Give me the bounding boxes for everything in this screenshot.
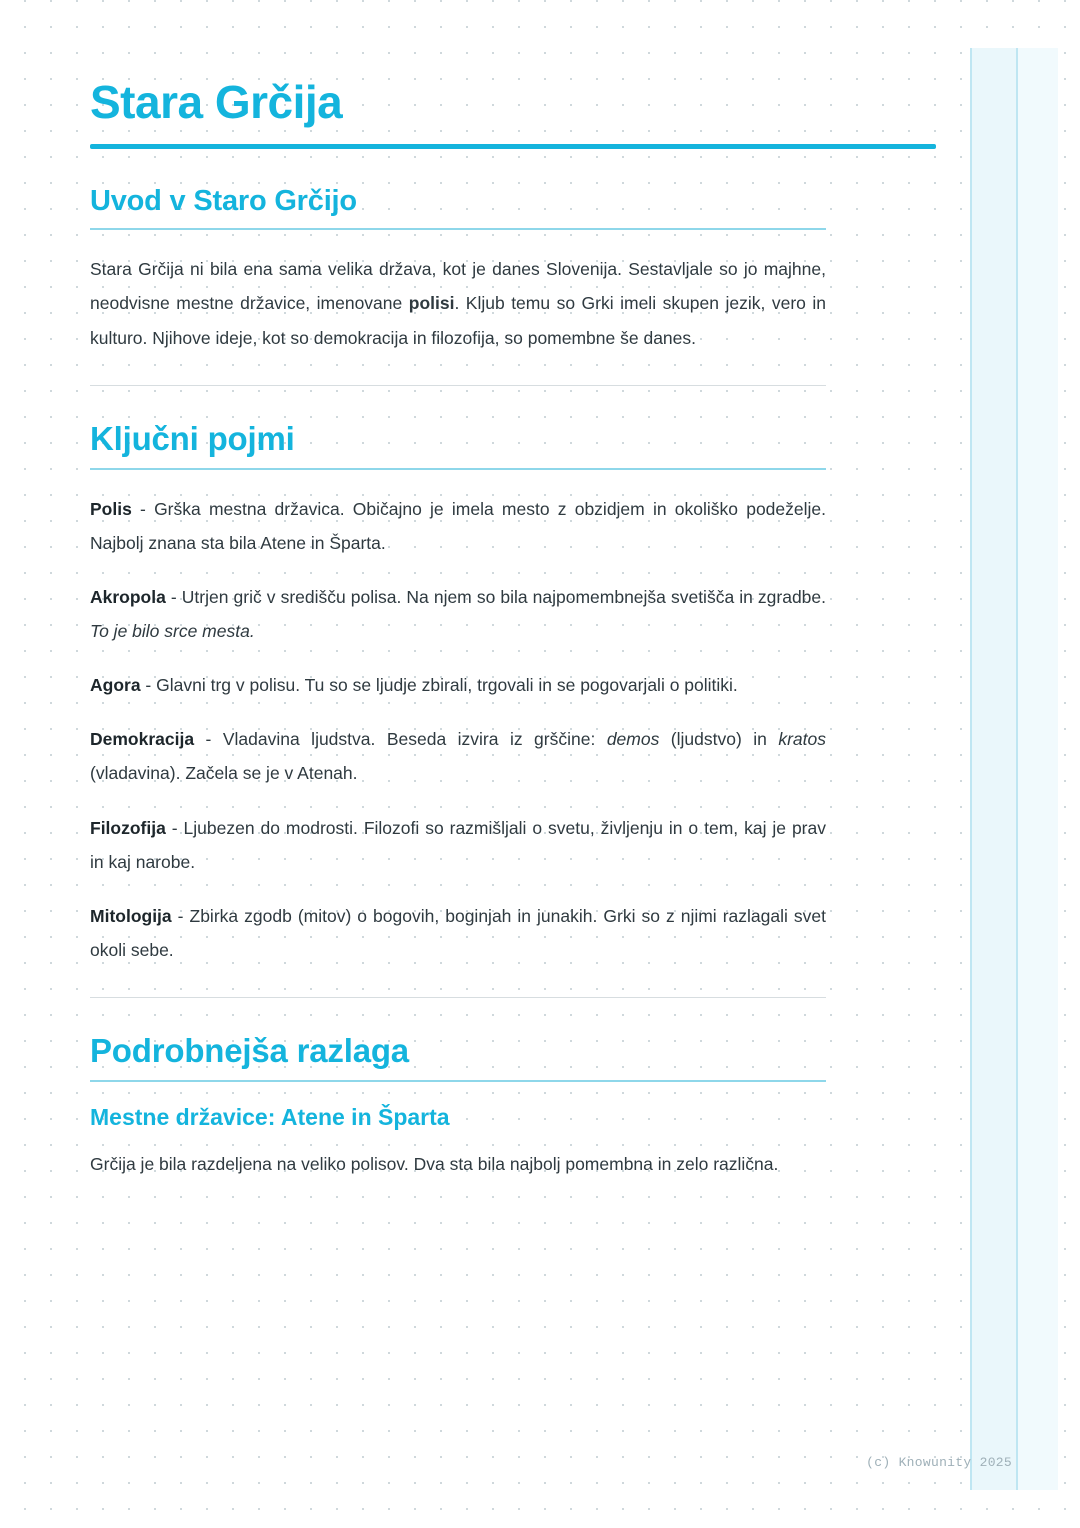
term-definition-italic-kratos: kratos (778, 729, 827, 750)
term-label: Filozofija (90, 817, 166, 838)
term-definition-italic-demos: demos (606, 729, 660, 750)
term-label: Demokracija (90, 729, 195, 750)
section-detailed (90, 1032, 838, 1181)
term-label: Agora (90, 675, 141, 696)
term-definition-tail: (vladavina). Začela se je v Atenah. (90, 763, 358, 784)
detailed-paragraph: Grčija je bila razdeljena na veliko polisov. Dva sta bila najbolj pomembna in zelo različna. (90, 1154, 779, 1175)
term-label: Mitologija (90, 905, 172, 926)
footer-credit: (c) Knowunity 2025 (866, 1455, 1012, 1470)
term-definition-mid: (ljudstvo) in (659, 729, 779, 750)
term-entry (90, 722, 826, 790)
term-definition: - Utrjen grič v središču polisa. Na njem so bila najpomembnejša svetišča in zgradbe. (165, 586, 826, 607)
intro-paragraph (90, 252, 826, 354)
section-intro (90, 185, 838, 354)
intro-text-part-1: Stara Grčija ni bila ena sama velika država, kot je danes Slovenija. Sestavljale so jo majhne, neodvisne mestne državice, imenovane (90, 259, 826, 314)
subsection-heading-city-states: Mestne državice: Atene in Šparta (90, 1104, 450, 1131)
term-entry (90, 492, 826, 560)
term-definition: - Vladavina ljudstva. Beseda izvira iz grščine: (194, 729, 607, 750)
soft-divider-1 (90, 385, 826, 386)
term-label: Akropola (90, 586, 166, 607)
section-heading-key-terms: Ključni pojmi (90, 419, 295, 457)
section-key-terms (90, 420, 838, 967)
section-heading-intro: Uvod v Staro Grčijo (90, 185, 357, 218)
term-entry (90, 580, 826, 648)
section-divider (90, 228, 826, 230)
intro-term-polisi: polisi (408, 293, 455, 314)
term-definition: - Zbirka zgodb (mitov) o bogovih, boginjah in junakih. Grki so z njimi razlagali svet okoli sebe. (90, 905, 826, 960)
term-definition: - Grška mestna državica. Običajno je imela mesto z obzidjem in okoliško podeželje. Najbolj znana sta bila Atene in Šparta. (90, 498, 826, 553)
document-content (90, 78, 838, 1181)
term-entry (90, 899, 826, 967)
section-divider (90, 1080, 826, 1082)
right-margin-band (970, 48, 1018, 1490)
term-entry (90, 668, 826, 702)
term-definition: - Ljubezen do modrosti. Filozofi so razmišljali o svetu, življenju in o tem, kaj je prav in kaj narobe. (90, 817, 826, 872)
right-margin-band-outer (1018, 48, 1058, 1490)
term-definition: - Glavni trg v polisu. Tu so se ljudje zbirali, trgovali in se pogovarjali o politiki. (140, 675, 738, 696)
section-divider (90, 468, 826, 470)
title-divider (90, 144, 936, 149)
term-definition-italic: To je bilo srce mesta. (90, 621, 255, 642)
soft-divider-2 (90, 997, 826, 998)
section-heading-detailed: Podrobnejša razlaga (90, 1032, 409, 1070)
intro-text-part-2: . Kljub temu so Grki imeli skupen jezik, vero in kulturo. Njihove ideje, kot so demokracija in filozofija, so pomembne še danes. (90, 293, 826, 348)
term-label: Polis (90, 498, 132, 519)
term-entry (90, 811, 826, 879)
page-title: Stara Grčija (90, 76, 343, 128)
